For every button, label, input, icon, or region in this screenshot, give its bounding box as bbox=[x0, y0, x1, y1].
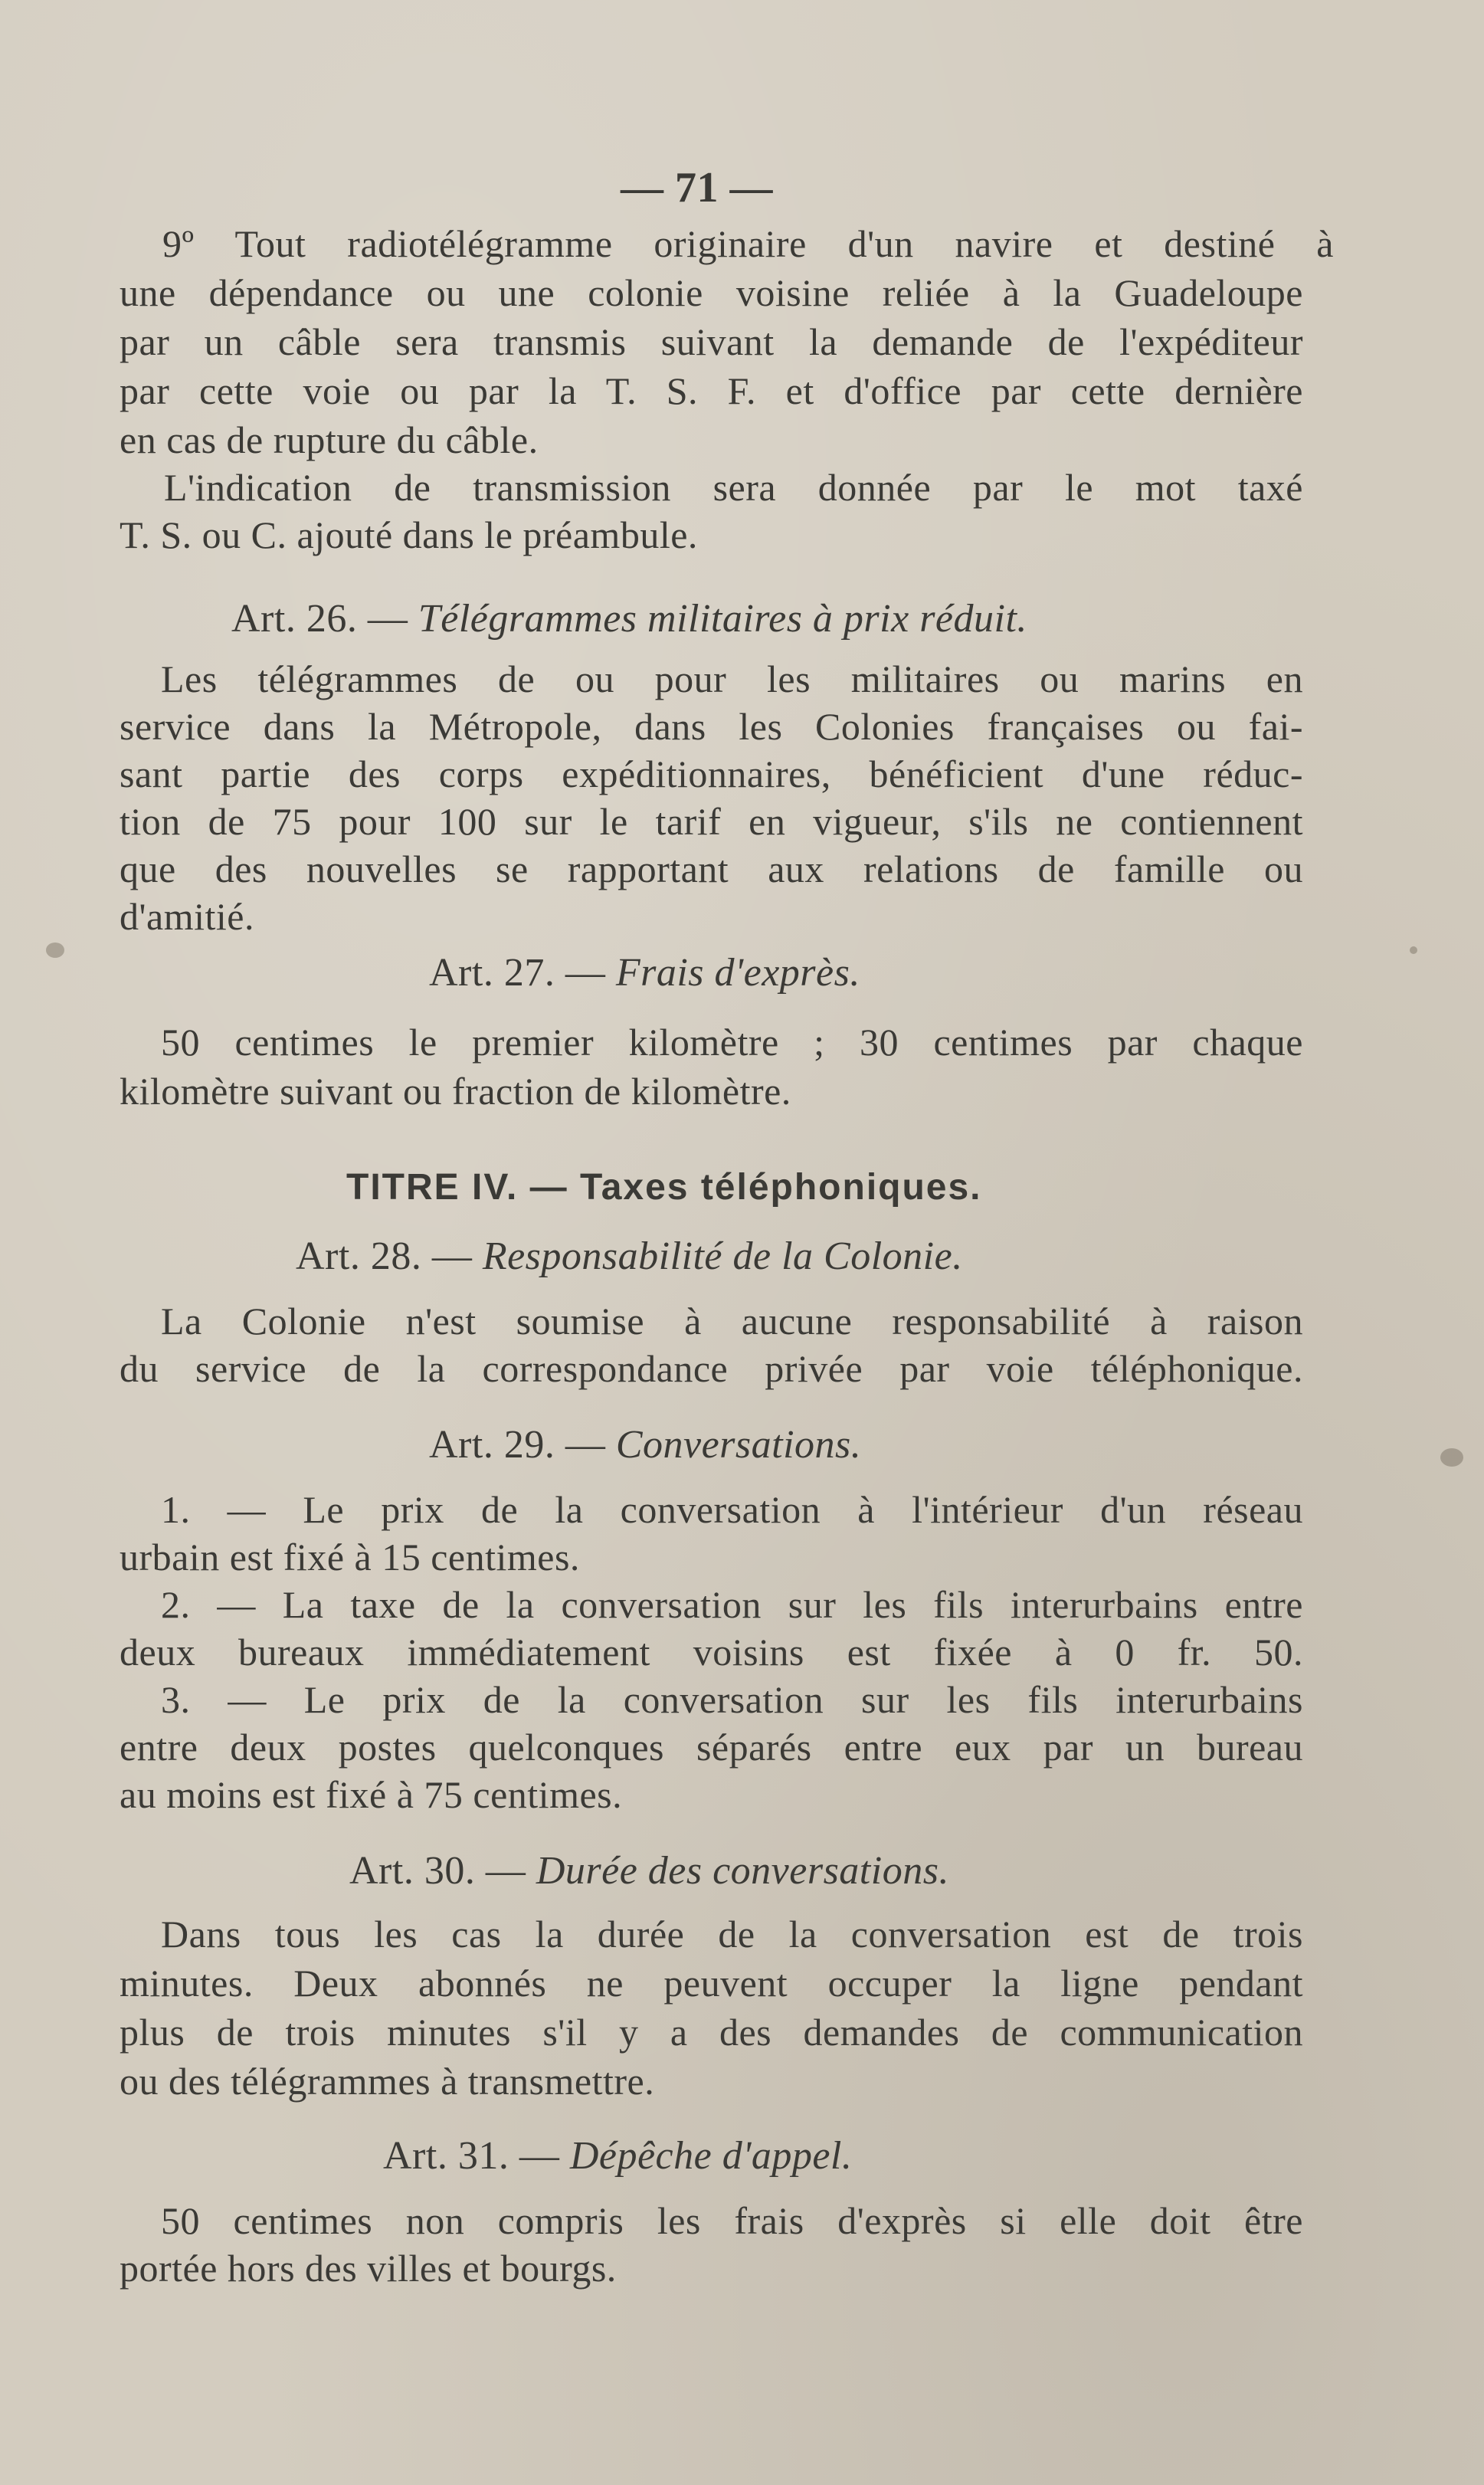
art28-heading bbox=[296, 1234, 963, 1280]
indication-line-1: L'indication de transmission sera donnée par le mot taxé bbox=[164, 466, 1303, 509]
art31-heading bbox=[383, 2133, 852, 2179]
art30-title: Durée des conversations. bbox=[536, 1849, 949, 1893]
page-number: — 71 — bbox=[621, 164, 773, 211]
art28-title: Responsabilité de la Colonie. bbox=[482, 1234, 963, 1278]
art28-line-2: du service de la correspondance privée par voie téléphonique. bbox=[120, 1347, 1303, 1390]
art29-title: Conversations. bbox=[615, 1423, 862, 1467]
art26-line-2: service dans la Métropole, dans les Colonies françaises ou fai- bbox=[120, 705, 1303, 748]
para9-line-5: en cas de rupture du câble. bbox=[120, 418, 539, 461]
art29-number: Art. 29. — bbox=[429, 1423, 606, 1467]
art26-line-4: tion de 75 pour 100 sur le tarif en vigueur, s'ils ne contiennent bbox=[120, 800, 1303, 843]
art30-line-3: plus de trois minutes s'il y a des demandes de communication bbox=[120, 2011, 1303, 2054]
art28-line-1: La Colonie n'est soumise à aucune responsabilité à raison bbox=[161, 1300, 1303, 1342]
art26-line-3: sant partie des corps expéditionnaires, bénéficient d'une réduc- bbox=[120, 752, 1303, 795]
art27-title: Frais d'exprès. bbox=[615, 951, 860, 995]
art27-number: Art. 27. — bbox=[429, 951, 606, 995]
art31-number: Art. 31. — bbox=[383, 2134, 560, 2178]
para9-line-2: une dépendance ou une colonie voisine reliée à la Guadeloupe bbox=[120, 271, 1303, 314]
art29-line-1: 1. — Le prix de la conversation à l'intérieur d'un réseau bbox=[161, 1488, 1303, 1531]
art26-heading bbox=[231, 596, 1027, 642]
art27-line-2: kilomètre suivant ou fraction de kilomètre. bbox=[120, 1070, 791, 1113]
art29-line-5: 3. — Le prix de la conversation sur les fils interurbains bbox=[161, 1678, 1303, 1721]
indication-line-2: T. S. ou C. ajouté dans le préambule. bbox=[120, 513, 698, 556]
art30-number: Art. 30. — bbox=[349, 1849, 526, 1893]
art26-line-6: d'amitié. bbox=[120, 895, 254, 938]
art26-line-5: que des nouvelles se rapportant aux relations de famille ou bbox=[120, 847, 1303, 890]
art29-line-7: au moins est fixé à 75 centimes. bbox=[120, 1773, 623, 1816]
para9-line-3: par un câble sera transmis suivant la demande de l'expéditeur bbox=[120, 320, 1303, 363]
art30-line-1: Dans tous les cas la durée de la conversation est de trois bbox=[161, 1913, 1303, 1956]
art30-line-2: minutes. Deux abonnés ne peuvent occuper la ligne pendant bbox=[120, 1962, 1303, 2005]
art29-heading bbox=[429, 1422, 861, 1468]
titre4-heading: TITRE IV. — Taxes téléphoniques. bbox=[346, 1167, 982, 1208]
art27-heading bbox=[429, 950, 860, 996]
art31-line-1: 50 centimes non compris les frais d'exprès si elle doit être bbox=[161, 2199, 1303, 2242]
para9-line-1: 9º Tout radiotélégramme originaire d'un navire et destiné à bbox=[162, 222, 1334, 265]
para9-line-4: par cette voie ou par la T. S. F. et d'office par cette dernière bbox=[120, 369, 1303, 412]
art26-line-1: Les télégrammes de ou pour les militaires ou marins en bbox=[161, 657, 1303, 700]
art31-line-2: portée hors des villes et bourgs. bbox=[120, 2247, 617, 2290]
art29-line-2: urbain est fixé à 15 centimes. bbox=[120, 1536, 580, 1579]
art26-number: Art. 26. — bbox=[231, 597, 408, 641]
art29-line-6: entre deux postes quelconques séparés entre eux par un bureau bbox=[120, 1726, 1303, 1769]
art29-line-4: deux bureaux immédiatement voisins est fixée à 0 fr. 50. bbox=[120, 1631, 1303, 1674]
art29-line-3: 2. — La taxe de la conversation sur les fils interurbains entre bbox=[161, 1583, 1303, 1626]
art26-title: Télégrammes militaires à prix réduit. bbox=[418, 597, 1027, 641]
art27-line-1: 50 centimes le premier kilomètre ; 30 centimes par chaque bbox=[161, 1021, 1303, 1064]
art31-title: Dépêche d'appel. bbox=[569, 2134, 853, 2178]
art30-heading bbox=[349, 1848, 949, 1894]
art30-line-4: ou des télégrammes à transmettre. bbox=[120, 2060, 655, 2103]
art28-number: Art. 28. — bbox=[296, 1234, 473, 1278]
